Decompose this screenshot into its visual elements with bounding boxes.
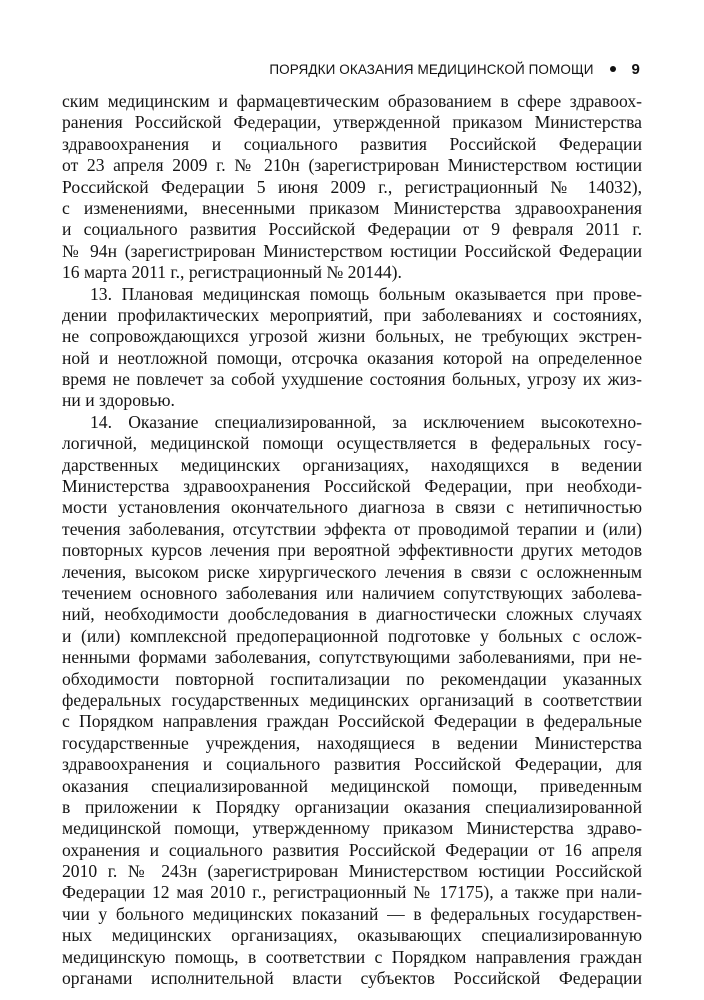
text-line: логичной, медицинской помощи осуществляется в федеральных госу- xyxy=(62,433,642,454)
running-header xyxy=(269,58,640,80)
text-line: 16 марта 2011 г., регистрационный № 20144). xyxy=(62,262,402,283)
text-line: повторных курсов лечения при вероятной эффективности других методов xyxy=(62,540,642,561)
text-line: Российской Федерации 5 июня 2009 г., регистрационный № 14032), xyxy=(62,176,642,197)
text-line: от 23 апреля 2009 г. № 210н (зарегистрирован Министерством юстиции xyxy=(62,155,642,176)
text-line: здравоохранения и социального развития Российской Федерации, для xyxy=(62,754,642,775)
text-line: ненными формами заболевания, сопутствующими заболеваниями, при не- xyxy=(62,647,642,668)
text-line: медицинскую помощь, в соответствии с Порядком направления граждан xyxy=(62,946,642,967)
text-line: ной и неотложной помощи, отсрочка оказания которой на определенное xyxy=(62,347,642,368)
text-line: чии у больного медицинских показаний — в федеральных государствен- xyxy=(62,903,642,924)
text-line: течением основного заболевания или наличием сопутствующих заболева- xyxy=(62,582,642,603)
text-line: Министерства здравоохранения Российской Федерации, при необходи- xyxy=(62,476,642,497)
text-line: в приложении к Порядку организации оказания специализированной xyxy=(62,796,642,817)
text-line: ний, необходимости дообследования в диагностически сложных случаях xyxy=(62,604,642,625)
text-line: ранения Российской Федерации, утвержденной приказом Министерства xyxy=(62,112,642,133)
text-line: и (или) комплексной предоперационной подготовке у больных с ослож- xyxy=(62,625,642,646)
text-line: федеральных государственных медицинских организаций в соответствии xyxy=(62,689,642,710)
text-line: здравоохранения и социального развития Российской Федерации xyxy=(62,133,642,154)
text-line: № 94н (зарегистрирован Министерством юстиции Российской Федерации xyxy=(62,240,642,261)
text-line: дении профилактических мероприятий, при заболеваниях и состояниях, xyxy=(62,304,642,325)
text-line: и социального развития Российской Федерации от 9 февраля 2011 г. xyxy=(62,219,642,240)
text-line: 2010 г. № 243н (зарегистрирован Министерством юстиции Российской xyxy=(62,861,642,882)
text-line: ни и здоровью. xyxy=(62,390,175,411)
body-text xyxy=(62,91,642,989)
text-line: медицинской помощи, утвержденному приказом Министерства здраво- xyxy=(62,818,642,839)
text-line: ским медицинским и фармацевтическим образованием в сфере здравоох- xyxy=(62,91,642,111)
text-line: время не повлечет за собой ухудшение состояния больных, угрозу их жиз- xyxy=(62,369,642,390)
text-line: дарственных медицинских организациях, находящихся в ведении xyxy=(62,454,642,475)
paragraph-13-start: 13. Плановая медицинская помощь больным оказывается при прове- xyxy=(90,283,642,304)
text-line: мости установления окончательного диагноза в связи с нетипичностью xyxy=(62,497,642,518)
text-line: течения заболевания, отсутствии эффекта от проводимой терапии и (или) xyxy=(62,518,642,539)
text-line: не сопровождающихся угрозой жизни больных, не требующих экстрен- xyxy=(62,326,642,347)
text-line: государственные учреждения, находящиеся в ведении Министерства xyxy=(62,732,642,753)
bullet-icon xyxy=(610,66,616,72)
text-line: обходимости повторной госпитализации по рекомендации указанных xyxy=(62,668,642,689)
text-line: Федерации 12 мая 2010 г., регистрационный № 17175), а также при нали- xyxy=(62,882,642,903)
text-line: ных медицинских организациях, оказывающих специализированную xyxy=(62,925,642,946)
text-line: оказания специализированной медицинской помощи, приведенным xyxy=(62,775,642,796)
header-title: ПОРЯДКИ ОКАЗАНИЯ МЕДИЦИНСКОЙ ПОМОЩИ xyxy=(269,61,594,77)
text-line: лечения, высоком риске хирургического лечения в связи с осложненным xyxy=(62,561,642,582)
text-line: органами исполнительной власти субъектов Российской Федерации xyxy=(62,968,642,989)
page-number: 9 xyxy=(631,60,640,78)
text-line: охранения и социального развития Российской Федерации от 16 апреля xyxy=(62,839,642,860)
paragraph-14-start: 14. Оказание специализированной, за исключением высокотехно- xyxy=(90,411,642,432)
text-line: с изменениями, внесенными приказом Министерства здравоохранения xyxy=(62,197,642,218)
text-line: с Порядком направления граждан Российской Федерации в федеральные xyxy=(62,711,642,732)
